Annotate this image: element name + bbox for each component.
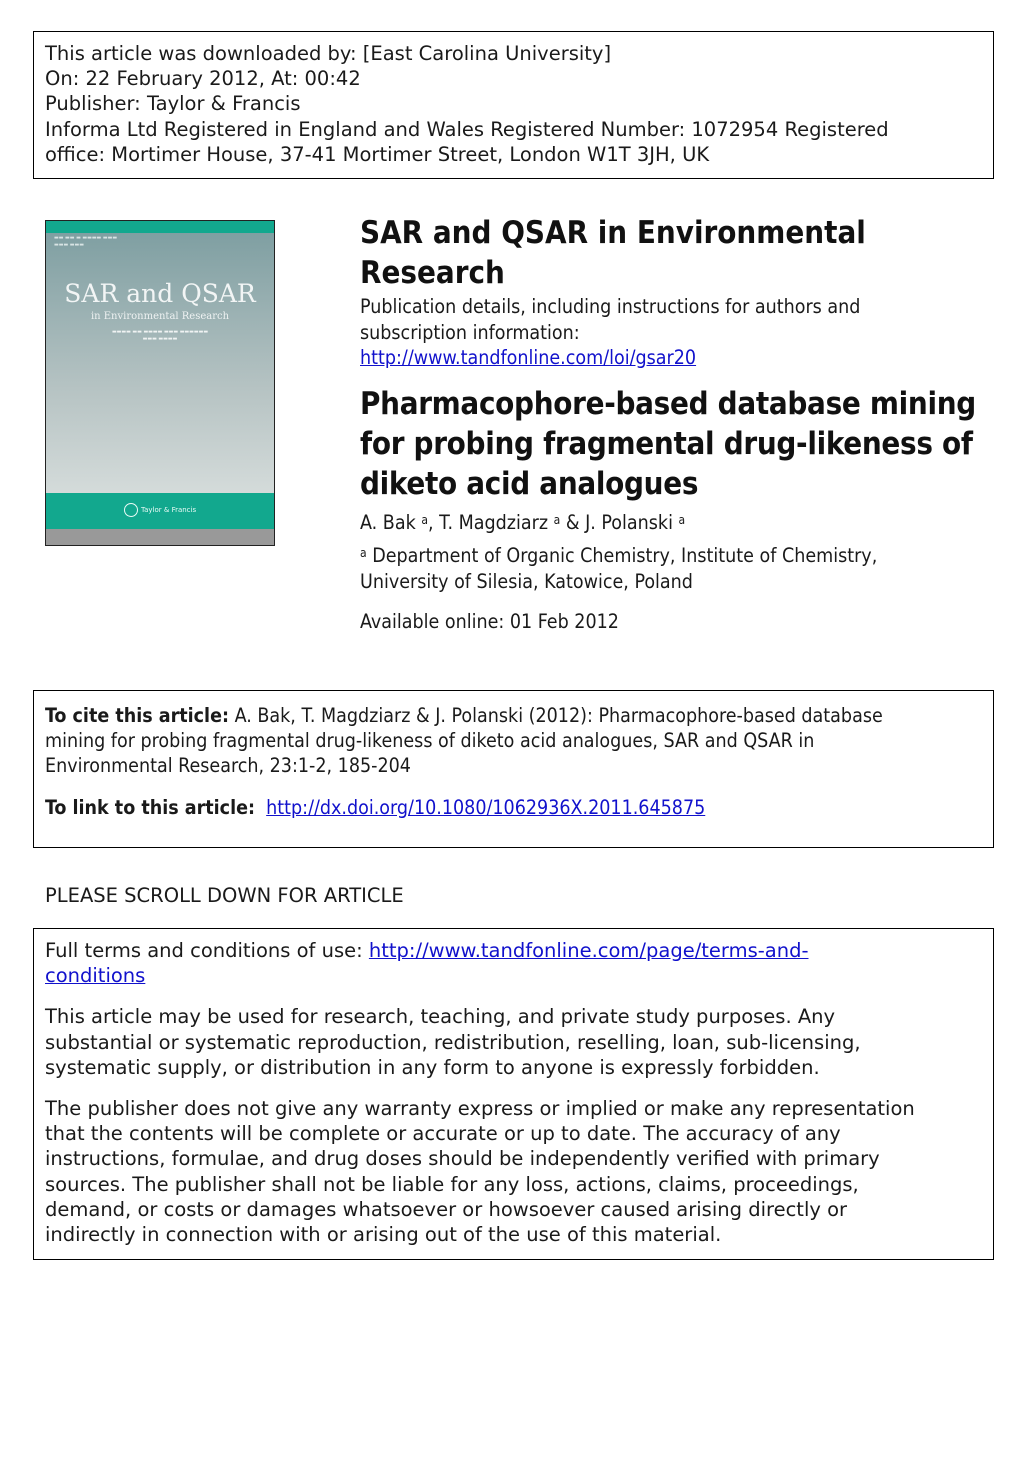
cover-subtitle: in Environmental Research (90, 311, 230, 322)
affiliation-mark: a (360, 546, 367, 560)
citation-text: mining for probing fragmental drug-likeness of diketo acid analogues, SAR and QSAR in (45, 729, 815, 752)
affiliation: $^a$ Department of Organic Chemistry, Institute of Chemistry, University of Silesia, Katowice, Poland (360, 544, 878, 593)
notice-line: Publisher: Taylor & Francis (45, 92, 301, 116)
publication-details: Publication details, including instructions for authors and subscription information: http://www.tandfonline.com/loi/gsar20 (360, 295, 861, 369)
notice-line: This article was downloaded by: [East Carolina University] (45, 42, 612, 65)
cover-bottom-band (46, 493, 274, 529)
notice-line: office: Mortimer House, 37-41 Mortimer Street, London W1T 3JH, UK (45, 142, 710, 166)
author-name: A. Bak (360, 511, 416, 534)
doi-link[interactable]: http://dx.doi.org/10.1080/1062936X.2011.645875 (266, 796, 706, 819)
terms-paragraph-usage: This article may be used for research, teaching, and private study purposes. Any substantial or systematic reproduction, redistribution, reselling, loan, sub-licensing, systematic supply, or distribution in any form to anyone is expressly forbidden. (45, 1005, 861, 1079)
cover-volume-text: ▬▬ ▬▬ ▬ ▬▬▬▬ ▬▬▬ (54, 235, 118, 241)
terms-link[interactable]: conditions (45, 964, 146, 988)
download-notice-box (33, 31, 994, 179)
notice-line: Informa Ltd Registered in England and Wales Registered Number: 1072954 Registered (45, 117, 889, 141)
citation-text: A. Bak, T. Magdziarz & J. Polanski (2012): Pharmacophore-based database (234, 704, 883, 727)
cover-issn-text: ▬▬▬ ▬▬▬ (54, 242, 84, 248)
terms-paragraph-disclaimer: The publisher does not give any warranty express or implied or make any representation that the contents will be complete or accurate or up to date. The accuracy of any instructions, formulae, and drug doses should be independently verified with primary sources. The publisher shall not be liable for any loss, actions, claims, proceedings, demand, or costs or damages whatsoever or howsoever caused arising directly or indirectly in connection with or arising out of the use of this material. (45, 1097, 915, 1247)
publisher-logo-icon (124, 503, 138, 517)
scroll-down-note: PLEASE SCROLL DOWN FOR ARTICLE (45, 884, 404, 907)
cover-editors-text: ▬▬▬▬ ▬▬ ▬▬▬▬ ▬▬▬ ▬▬▬▬▬▬ ▬▬▬ ▬▬▬▬ (111, 329, 209, 342)
affiliation-mark: a (421, 513, 428, 527)
author-name: T. Magdziarz (439, 511, 549, 534)
author-list: A. Bak $^a$, T. Magdziarz $^a$ & J. Polanski $^a$ (360, 511, 686, 534)
affiliation-mark: a (553, 513, 561, 527)
affiliation-mark: a (678, 513, 686, 527)
cite-label: To cite this article: (45, 704, 229, 727)
author-name: J. Polanski (585, 511, 673, 534)
link-label: To link to this article: (45, 796, 256, 819)
cover-top-band (46, 221, 274, 233)
journal-title: SAR and QSAR in Environmental Research (360, 215, 866, 291)
article-title: Pharmacophore-based database mining for probing fragmental drug-likeness of diketo acid analogues (360, 386, 976, 502)
terms-box (33, 928, 994, 1260)
citation-box (33, 690, 994, 848)
cover-background (46, 233, 274, 493)
available-online-date: Available online: 01 Feb 2012 (360, 610, 619, 633)
journal-cover-image (45, 220, 275, 546)
notice-line: On: 22 February 2012, At: 00:42 (45, 67, 361, 91)
publisher-logo: Taylor & Francis (124, 503, 196, 517)
citation-text: Environmental Research, 23:1-2, 185-204 (45, 754, 411, 777)
cover-bottom-strip (46, 529, 274, 546)
terms-intro: Full terms and conditions of use: (45, 939, 369, 962)
journal-url-link[interactable]: http://www.tandfonline.com/loi/gsar20 (360, 346, 697, 369)
terms-link[interactable]: http://www.tandfonline.com/page/terms-and- (368, 939, 809, 962)
cover-title: SAR and QSAR (64, 279, 256, 308)
